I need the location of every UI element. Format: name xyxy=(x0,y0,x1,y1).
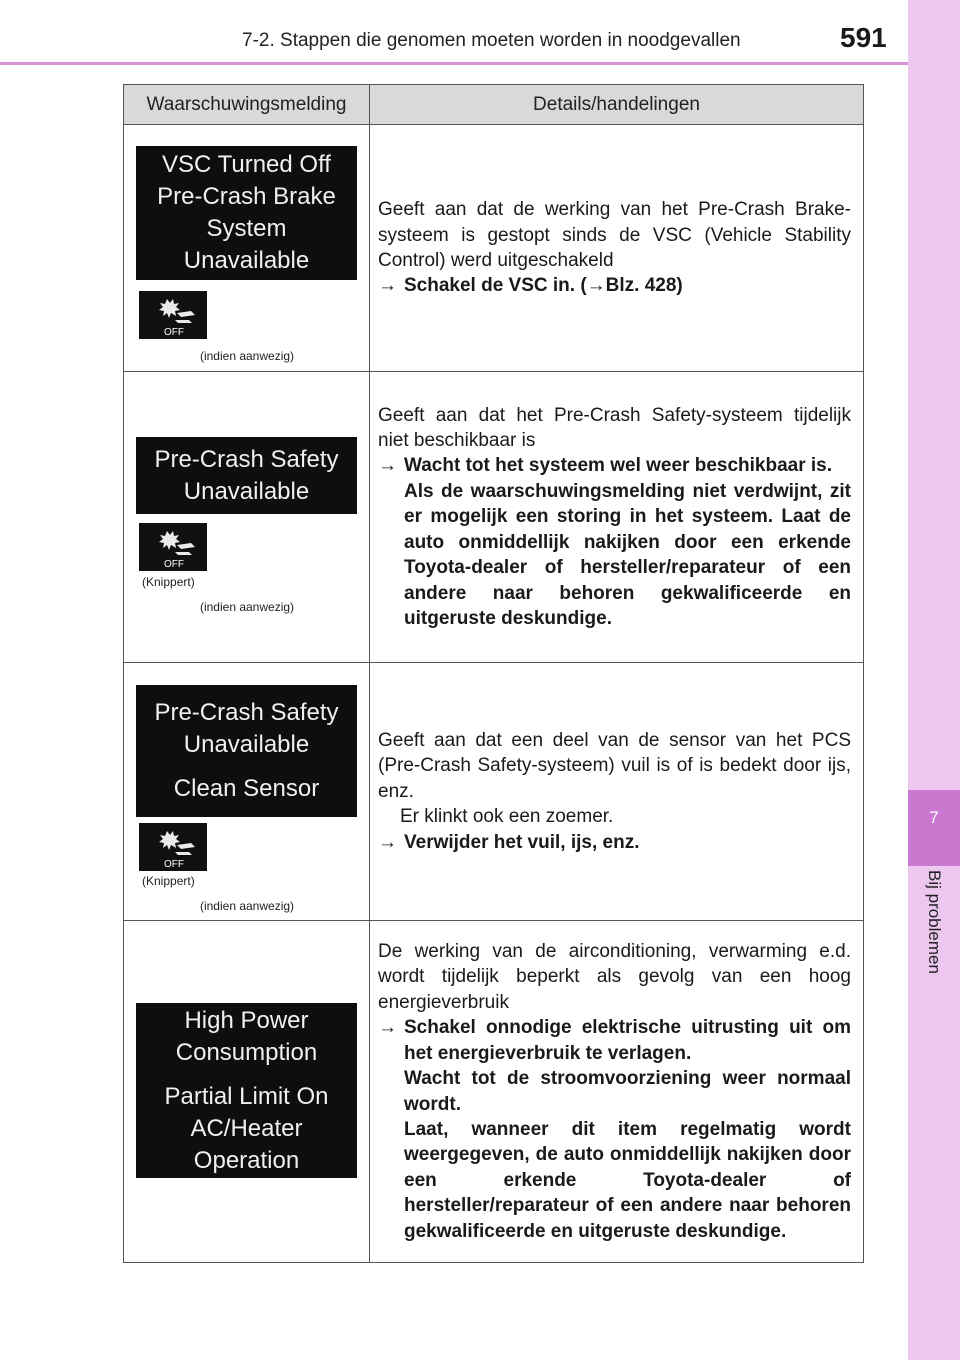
action-item: → Verwijder het vuil, ijs, enz. xyxy=(378,831,640,853)
pcs-off-indicator-icon xyxy=(139,523,207,571)
if-present-note: (indien aanwezig) xyxy=(199,349,295,363)
description: Geeft aan dat het Pre-Crash Safety-systeem tijdelijk niet beschikbaar is xyxy=(378,404,851,452)
multi-info-display-message: Pre-Crash Safety Unavailable Clean Sensor xyxy=(136,685,357,817)
page-header xyxy=(0,0,908,64)
svg-text:OFF: OFF xyxy=(164,327,184,338)
svg-text:OFF: OFF xyxy=(164,859,184,870)
column-header-details: Details/handelingen xyxy=(370,85,864,125)
blinking-note: (Knippert) xyxy=(142,874,195,888)
pcs-off-indicator-icon xyxy=(139,823,207,871)
chapter-number-box xyxy=(908,790,960,866)
action-item: → Schakel de VSC in. (→Blz. 428) xyxy=(378,275,683,297)
multi-info-display-message: High Power Consumption Partial Limit On AC/Heater Operation xyxy=(136,1003,357,1178)
page-number: 591 xyxy=(840,22,887,53)
header-divider xyxy=(0,62,908,65)
page-reference-link[interactable]: Blz. 428) xyxy=(605,275,683,297)
warning-image-cell xyxy=(124,372,370,663)
section-title: 7-2. Stappen die genomen moeten worden in noodgevallen xyxy=(242,30,741,51)
chapter-number: 7 xyxy=(929,808,939,827)
table-row xyxy=(124,921,864,1263)
warning-image-cell xyxy=(124,921,370,1263)
chapter-side-tab xyxy=(908,0,960,1360)
warning-image-cell xyxy=(124,125,370,372)
if-present-note: (indien aanwezig) xyxy=(199,899,295,913)
multi-info-display-message: Pre-Crash Safety Unavailable xyxy=(136,437,357,514)
action-item: → Schakel onnodige elektrische uitrusting uit om het energieverbruik te verlagen. Wacht tot de stroomvoorziening weer normaal wordt. Laat, wanneer dit item regelmatig wordt weergegeven, de auto onmiddellijk nakijken door een erkende Toyota-dealer of hersteller/reparateur of een andere naar behoren gekwalificeerde en uitgeruste deskundige. xyxy=(378,1017,851,1242)
pcs-off-indicator-icon xyxy=(139,291,207,339)
description: Geeft aan dat een deel van de sensor van het PCS (Pre-Crash Safety-systeem) vuil is of is bedekt door ijs, enz. xyxy=(378,729,851,802)
table-header-row xyxy=(124,85,864,125)
description: Geeft aan dat de werking van het Pre-Crash Brake-systeem is gestopt sinds de VSC (Vehicle Stability Control) werd uitgeschakeld xyxy=(378,199,851,271)
action-item: → Wacht tot het systeem wel weer beschikbaar is. Als de waarschuwingsmelding niet verdwijnt, zit er mogelijk een storing in het systeem. Laat de auto onmiddellijk nakijken door een erkende Toyota-dealer of hersteller/reparateur of een andere naar behoren gekwalificeerde en uitgeruste deskundige. xyxy=(378,455,851,629)
blinking-note: (Knippert) xyxy=(142,575,195,589)
details-cell xyxy=(370,921,864,1263)
if-present-note: (indien aanwezig) xyxy=(199,600,295,614)
chapter-label: Bij problemen xyxy=(925,870,944,974)
table-row xyxy=(124,663,864,921)
column-header-warning: Waarschuwingsmelding xyxy=(124,85,370,125)
description: De werking van de airconditioning, verwarming e.d. wordt tijdelijk beperkt als gevolg van een hoog energieverbruik xyxy=(378,941,851,1013)
details-cell xyxy=(370,125,864,372)
svg-text:OFF: OFF xyxy=(164,559,184,570)
table-row xyxy=(124,125,864,372)
warning-message-table xyxy=(123,84,864,1263)
warning-image-cell xyxy=(124,663,370,921)
multi-info-display-message: VSC Turned Off Pre-Crash Brake System Unavailable xyxy=(136,146,357,280)
buzzer-note: Er klinkt ook een zoemer. xyxy=(400,806,614,828)
details-cell xyxy=(370,372,864,663)
details-cell xyxy=(370,663,864,921)
table-row xyxy=(124,372,864,663)
